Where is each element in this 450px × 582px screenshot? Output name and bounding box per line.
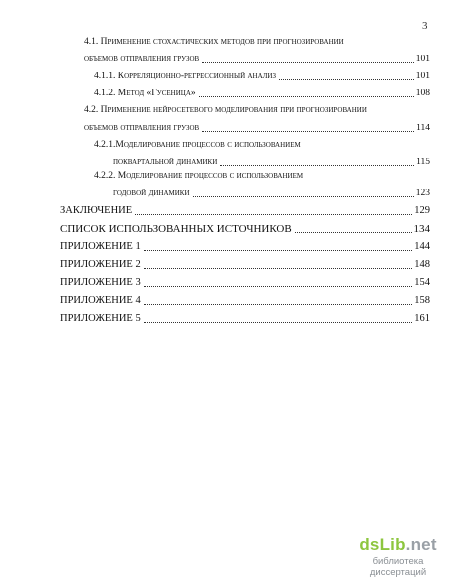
dot-leader xyxy=(220,165,414,166)
toc-page-number: 161 xyxy=(414,314,430,324)
toc-page-number: 134 xyxy=(413,224,430,235)
toc-entry-references[interactable] xyxy=(60,224,430,235)
dot-leader xyxy=(295,232,412,233)
toc-entry-4-2-2[interactable] xyxy=(113,189,430,199)
logo-lib: Lib xyxy=(379,535,406,554)
toc-entry-text: ПРИЛОЖЕНИЕ 2 xyxy=(60,260,141,270)
toc-entry-text: ПРИЛОЖЕНИЕ 4 xyxy=(60,296,141,306)
dot-leader xyxy=(135,214,412,215)
toc-entry-text: 4.2. Применение нейросетевого моделирования при прогнозировании xyxy=(84,105,367,115)
toc-entry-4-2-1-line1 xyxy=(94,141,301,151)
dot-leader xyxy=(199,96,414,97)
toc-entry-4-2-2-line1 xyxy=(94,172,303,182)
toc-page-number: 154 xyxy=(414,278,430,288)
toc-entry-appendix-5[interactable] xyxy=(60,314,430,325)
toc-entry-4-2[interactable] xyxy=(84,124,430,134)
dot-leader xyxy=(279,79,414,80)
logo-ds: ds xyxy=(359,535,380,554)
toc-page-number: 144 xyxy=(414,242,430,252)
toc-page-number: 114 xyxy=(416,124,430,133)
toc-entry-4-1[interactable] xyxy=(84,55,430,65)
toc-entry-4-1-2[interactable] xyxy=(94,89,430,99)
dot-leader xyxy=(144,250,413,251)
page-number: 3 xyxy=(422,20,428,32)
dot-leader xyxy=(144,322,413,323)
dot-leader xyxy=(202,62,414,63)
toc-entry-conclusion[interactable] xyxy=(60,206,430,217)
toc-entry-text: 4.2.2. Моделирование процессов с использованием xyxy=(94,171,304,181)
toc-entry-text: поквартальной динамики xyxy=(113,158,218,167)
toc-entry-text: ПРИЛОЖЕНИЕ 5 xyxy=(60,314,141,324)
watermark-subtitle: библиотека диссертаций xyxy=(369,556,427,578)
toc-entry-4-2-1[interactable] xyxy=(113,158,430,168)
dot-leader xyxy=(193,196,414,197)
logo-net: .net xyxy=(405,535,437,554)
dot-leader xyxy=(144,304,413,305)
toc-page-number: 115 xyxy=(416,158,430,167)
toc-entry-appendix-2[interactable] xyxy=(60,260,430,271)
dot-leader xyxy=(202,131,414,132)
toc-entry-appendix-3[interactable] xyxy=(60,278,430,289)
dot-leader xyxy=(144,286,413,287)
toc-entry-text: 4.1. Применение стохастических методов при прогнозировании xyxy=(84,37,344,47)
toc-page-number: 101 xyxy=(415,72,430,81)
toc-page-number: 108 xyxy=(415,89,430,98)
toc-entry-appendix-1[interactable] xyxy=(60,242,430,253)
toc-page-number: 123 xyxy=(415,189,430,198)
dslib-watermark xyxy=(352,536,444,578)
toc-entry-text: 4.2.1.Моделирование процессов с использованием xyxy=(94,140,301,150)
toc-entry-4-1-line1 xyxy=(84,38,344,48)
toc-entry-4-2-line1 xyxy=(84,106,367,116)
toc-entry-text: ПРИЛОЖЕНИЕ 3 xyxy=(60,278,141,288)
dslib-logo xyxy=(352,536,444,553)
toc-entry-text: ЗАКЛЮЧЕНИЕ xyxy=(60,206,133,216)
toc-page-number: 129 xyxy=(414,206,430,216)
toc-entry-appendix-4[interactable] xyxy=(60,296,430,307)
toc-page-number: 101 xyxy=(415,55,430,64)
toc-entry-text: 4.1.1. Корреляционно-регрессионный анализ xyxy=(94,72,276,81)
toc-entry-text: ПРИЛОЖЕНИЕ 1 xyxy=(60,242,141,252)
toc-entry-text: 4.1.2. Метод «Гусеница» xyxy=(94,89,196,98)
toc-page-number: 158 xyxy=(414,296,430,306)
toc-entry-4-1-1[interactable] xyxy=(94,72,430,82)
toc-entry-text: годовой динамики xyxy=(113,189,190,198)
dot-leader xyxy=(144,268,413,269)
toc-entry-text: объемов отправления грузов xyxy=(84,124,200,133)
toc-entry-text: СПИСОК ИСПОЛЬЗОВАННЫХ ИСТОЧНИКОВ xyxy=(60,224,292,235)
toc-entry-text: объемов отправления грузов xyxy=(84,55,200,64)
toc-page-number: 148 xyxy=(414,260,430,270)
